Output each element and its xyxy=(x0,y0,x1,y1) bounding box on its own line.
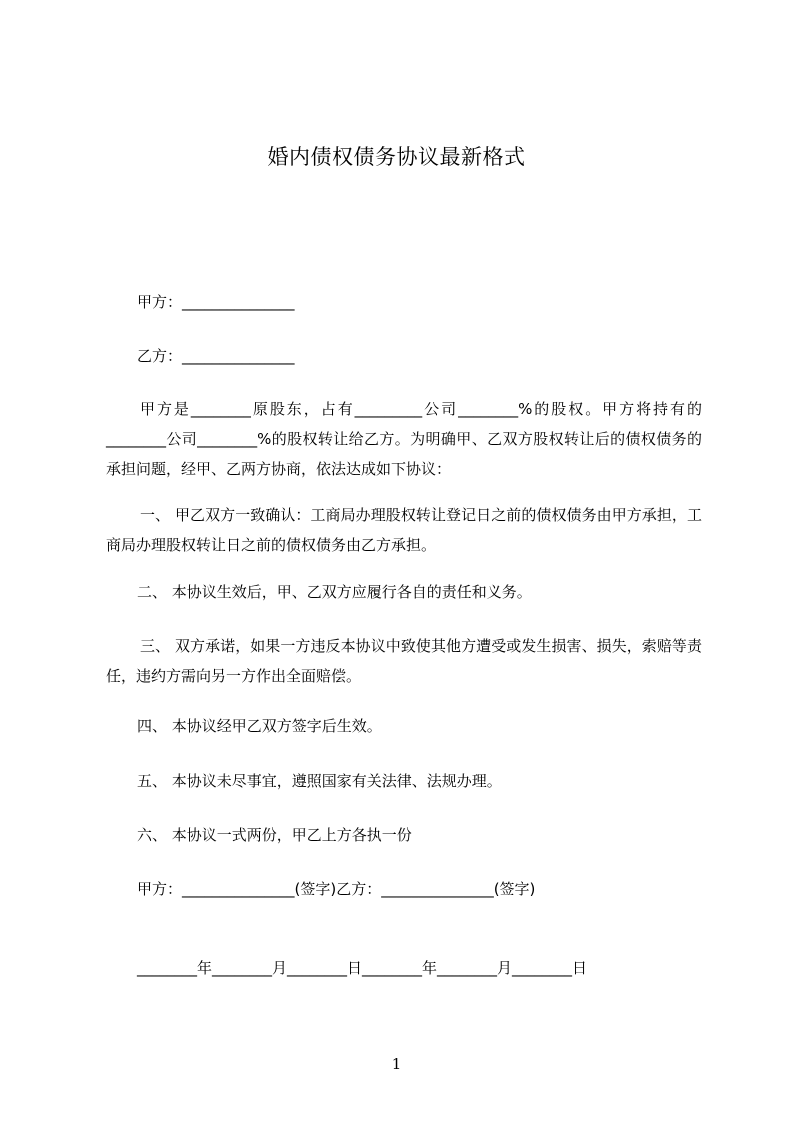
document-title: 婚内债权债务协议最新格式 xyxy=(267,145,526,169)
party-b-line: 乙方：_______________ xyxy=(137,347,295,365)
date-line: ________年________月________日________年________月________日 xyxy=(137,959,588,977)
clause-2: 二、 本协议生效后，甲、乙双方应履行各自的责任和义务。 xyxy=(137,583,532,601)
clause-6: 六、 本协议一式两份，甲乙上方各执一份 xyxy=(137,826,412,844)
clause-4: 四、 本协议经甲乙双方签字后生效。 xyxy=(137,717,382,735)
page-number: 1 xyxy=(391,1055,402,1073)
clause-3: 三、 双方承诺，如果一方违反本协议中致使其他方遭受或发生损害、损失，索赔等责任，违约方需向另一方作出全面赔偿。 xyxy=(106,637,702,685)
signature-line: 甲方：_______________(签字)乙方：_______________(签字) xyxy=(137,880,536,898)
clause-1: 一、 甲乙双方一致确认：工商局办理股权转让登记日之前的债权债务由甲方承担，工商局办理股权转让日之前的债权债务由乙方承担。 xyxy=(106,506,702,554)
clause-5: 五、 本协议未尽事宜，遵照国家有关法律、法规办理。 xyxy=(137,772,502,790)
party-a-line: 甲方：_______________ xyxy=(137,293,295,311)
intro-paragraph: 甲方是________原股东，占有_________公司________%的股权。甲方将持有的________公司________%的股权转让给乙方。为明确甲、乙双方股权转让后的债权债务的承担问题，经甲、乙两方协商，依法达成如下协议： xyxy=(106,400,702,478)
